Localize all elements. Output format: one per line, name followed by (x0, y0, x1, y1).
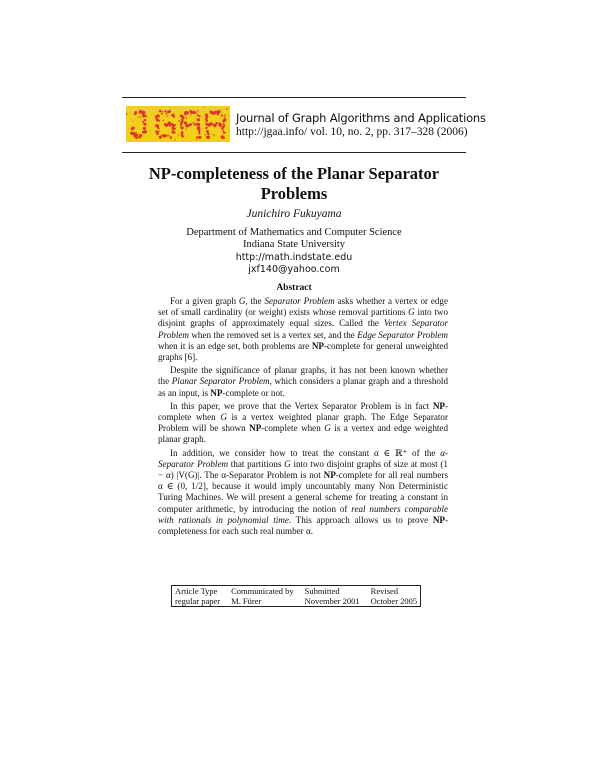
affiliation-department: Department of Mathematics and Computer Science (186, 227, 402, 238)
logo-dot (170, 136, 172, 138)
logo-dot (139, 112, 141, 114)
logo-dot (132, 132, 135, 135)
abstract-body (158, 296, 448, 537)
author-name: Junichiro Fukuyama (246, 208, 342, 220)
logo-dot (224, 114, 226, 116)
logo-speckle (185, 116, 186, 117)
logo-speckle (209, 110, 210, 111)
logo-dot (172, 128, 174, 130)
logo-dot (173, 131, 176, 134)
logo-speckle (178, 134, 180, 136)
logo-dot (181, 126, 184, 129)
header-rule-top (122, 97, 466, 98)
logo-dot (196, 136, 198, 138)
logo-dot (224, 116, 226, 118)
logo-speckle (222, 128, 224, 130)
info-header-communicated-by: Communicated by (231, 586, 294, 596)
logo-speckle (190, 114, 192, 116)
logo-speckle (185, 128, 187, 130)
logo-dot (142, 121, 144, 123)
logo-dot (181, 135, 184, 138)
logo-dot (144, 119, 146, 121)
logo-dot (169, 110, 171, 112)
logo-speckle (226, 108, 228, 110)
logo-dot (164, 134, 167, 137)
logo-speckle (184, 112, 186, 114)
logo-dot (181, 118, 183, 120)
logo-speckle (204, 106, 205, 107)
info-value-submitted: November 2001 (304, 596, 360, 606)
logo-speckle (221, 109, 222, 110)
article-info-table (171, 585, 421, 607)
logo-dot (190, 123, 192, 125)
logo-speckle (196, 139, 197, 140)
logo-dot (182, 131, 184, 133)
logo-dot (158, 128, 160, 130)
info-header-submitted: Submitted (304, 586, 340, 596)
logo-speckle (135, 133, 137, 135)
logo-dot (171, 114, 173, 116)
logo-speckle (207, 115, 209, 117)
logo-dot (205, 127, 207, 129)
logo-dot (133, 127, 135, 129)
logo-dot (207, 136, 210, 139)
logo-speckle (205, 118, 206, 119)
logo-dot (145, 115, 147, 117)
journal-reference: http://jgaa.info/ vol. 10, no. 2, pp. 317–328 (2006) (236, 126, 468, 138)
logo-speckle (139, 135, 141, 137)
logo-dot (134, 112, 137, 115)
logo-dot (215, 123, 217, 125)
logo-dot (223, 130, 225, 132)
logo-speckle (178, 120, 180, 122)
logo-speckle (216, 113, 217, 114)
logo-speckle (156, 131, 158, 133)
logo-speckle (174, 139, 176, 141)
logo-dot (221, 114, 223, 116)
logo-speckle (162, 120, 164, 122)
logo-dot (135, 136, 138, 139)
header-rule-bottom (122, 152, 466, 153)
journal-name: Journal of Graph Algorithms and Applications (236, 111, 486, 125)
logo-speckle (133, 121, 134, 122)
logo-dot (197, 114, 199, 116)
jgaa-logo (126, 106, 230, 142)
logo-dot (198, 130, 200, 132)
abstract-paragraph-1: For a given graph G, the Separator Problem asks whether a vertex or edge set of small cardinality (or weight) exists whose removal partitions G into two disjoint graphs of approximately equal sizes. Called the Vertex Separator Problem when the removed set is a vertex set, and the Edge Separator Problem when it is an edge set, both problems are NP-complete for general unweighted graphs [6]. (158, 296, 449, 363)
info-value-article-type: regular paper (175, 596, 221, 606)
logo-dot (222, 123, 224, 125)
abstract-paragraph-2: Despite the significance of planar graphs, it has not been known whether the Planar Separator Problem, which considers a planar graph and a threshold as an input, is NP-complete or not. (158, 365, 448, 398)
logo-dot (213, 111, 215, 113)
logo-speckle (167, 115, 169, 117)
logo-dot (210, 111, 213, 114)
logo-speckle (213, 134, 215, 136)
logo-dot (194, 124, 196, 126)
logo-speckle (221, 111, 222, 112)
logo-dot (157, 130, 159, 132)
logo-speckle (138, 116, 140, 118)
logo-dot (197, 126, 200, 129)
logo-dot (144, 130, 147, 133)
logo-dot (187, 124, 190, 127)
logo-dot (158, 119, 160, 121)
logo-speckle (167, 135, 169, 137)
logo-dot (142, 111, 145, 114)
logo-dot (196, 123, 198, 125)
logo-dot (159, 136, 162, 139)
logo-dot (209, 122, 212, 125)
logo-dot (199, 115, 201, 117)
logo-dot (223, 120, 225, 122)
info-value-revised: October 2005 (370, 596, 418, 606)
logo-speckle (136, 132, 137, 133)
logo-dot (164, 110, 166, 112)
logo-speckle (174, 124, 176, 126)
logo-dot (207, 132, 209, 134)
abstract-paragraph-3: In this paper, we prove that the Vertex Separator Problem is in fact NP-complete when G is a vertex weighted planar graph. The Edge Separator Problem will be shown NP-complete when G is a vertex and edge weighted planar graph. (158, 400, 448, 445)
logo-dot (206, 120, 208, 122)
logo-dot (161, 113, 163, 115)
logo-dot (143, 128, 145, 130)
logo-dot (184, 121, 187, 124)
affiliation-url[interactable]: http://math.indstate.edu (235, 252, 353, 263)
logo-speckle (138, 110, 139, 111)
logo-dot (221, 135, 224, 138)
logo-dot (171, 123, 173, 125)
affiliation-university: Indiana State University (242, 239, 346, 250)
logo-speckle (143, 123, 144, 124)
info-table-header-row (172, 586, 421, 597)
info-table-value-row (172, 596, 421, 607)
logo-speckle (199, 133, 201, 135)
logo-speckle (219, 125, 221, 127)
logo-dot (180, 123, 182, 125)
logo-speckle (185, 117, 187, 119)
abstract-paragraph-4: In addition, we consider how to treat the constant α ∈ ℝ⁺ of the α-Separator Problem that partitions G into two disjoint graphs of size at most (1 − α) |V(G)|. The α-Separator Problem is not NP-complete for all real numbers α ∈ (0, 1/2], because it would imply uncountably many Non Deterministic Turing Machines. We will present a general scheme for treating a constant in computer arithmetic, by introducing the notion of real numbers comparable with rationals in polynomial time. This approach allows us to prove NP-completeness for each such real number α. (158, 447, 449, 537)
logo-dot (159, 110, 162, 113)
logo-dot (166, 113, 168, 115)
logo-dot (162, 111, 164, 113)
logo-dot (174, 128, 176, 130)
logo-dot (223, 132, 225, 134)
info-header-revised: Revised (370, 586, 399, 596)
logo-speckle (205, 134, 207, 136)
logo-dot (198, 136, 201, 139)
info-header-article-type: Article Type (175, 586, 218, 596)
paper-title: NP-completeness of the Planar Separator Problems (148, 164, 440, 203)
logo-dot (217, 110, 220, 113)
abstract-heading: Abstract (276, 283, 312, 293)
logo-speckle (228, 115, 229, 116)
logo-dot (193, 122, 195, 124)
author-email[interactable]: jxf140@yahoo.com (248, 264, 340, 275)
logo-speckle (140, 116, 142, 118)
logo-dot (157, 114, 160, 117)
logo-dot (194, 111, 197, 114)
logo-dot (198, 120, 200, 122)
logo-dot (156, 132, 159, 135)
info-value-communicated-by: M. Fürer (231, 596, 262, 606)
logo-dot (141, 135, 143, 137)
logo-speckle (197, 110, 199, 112)
